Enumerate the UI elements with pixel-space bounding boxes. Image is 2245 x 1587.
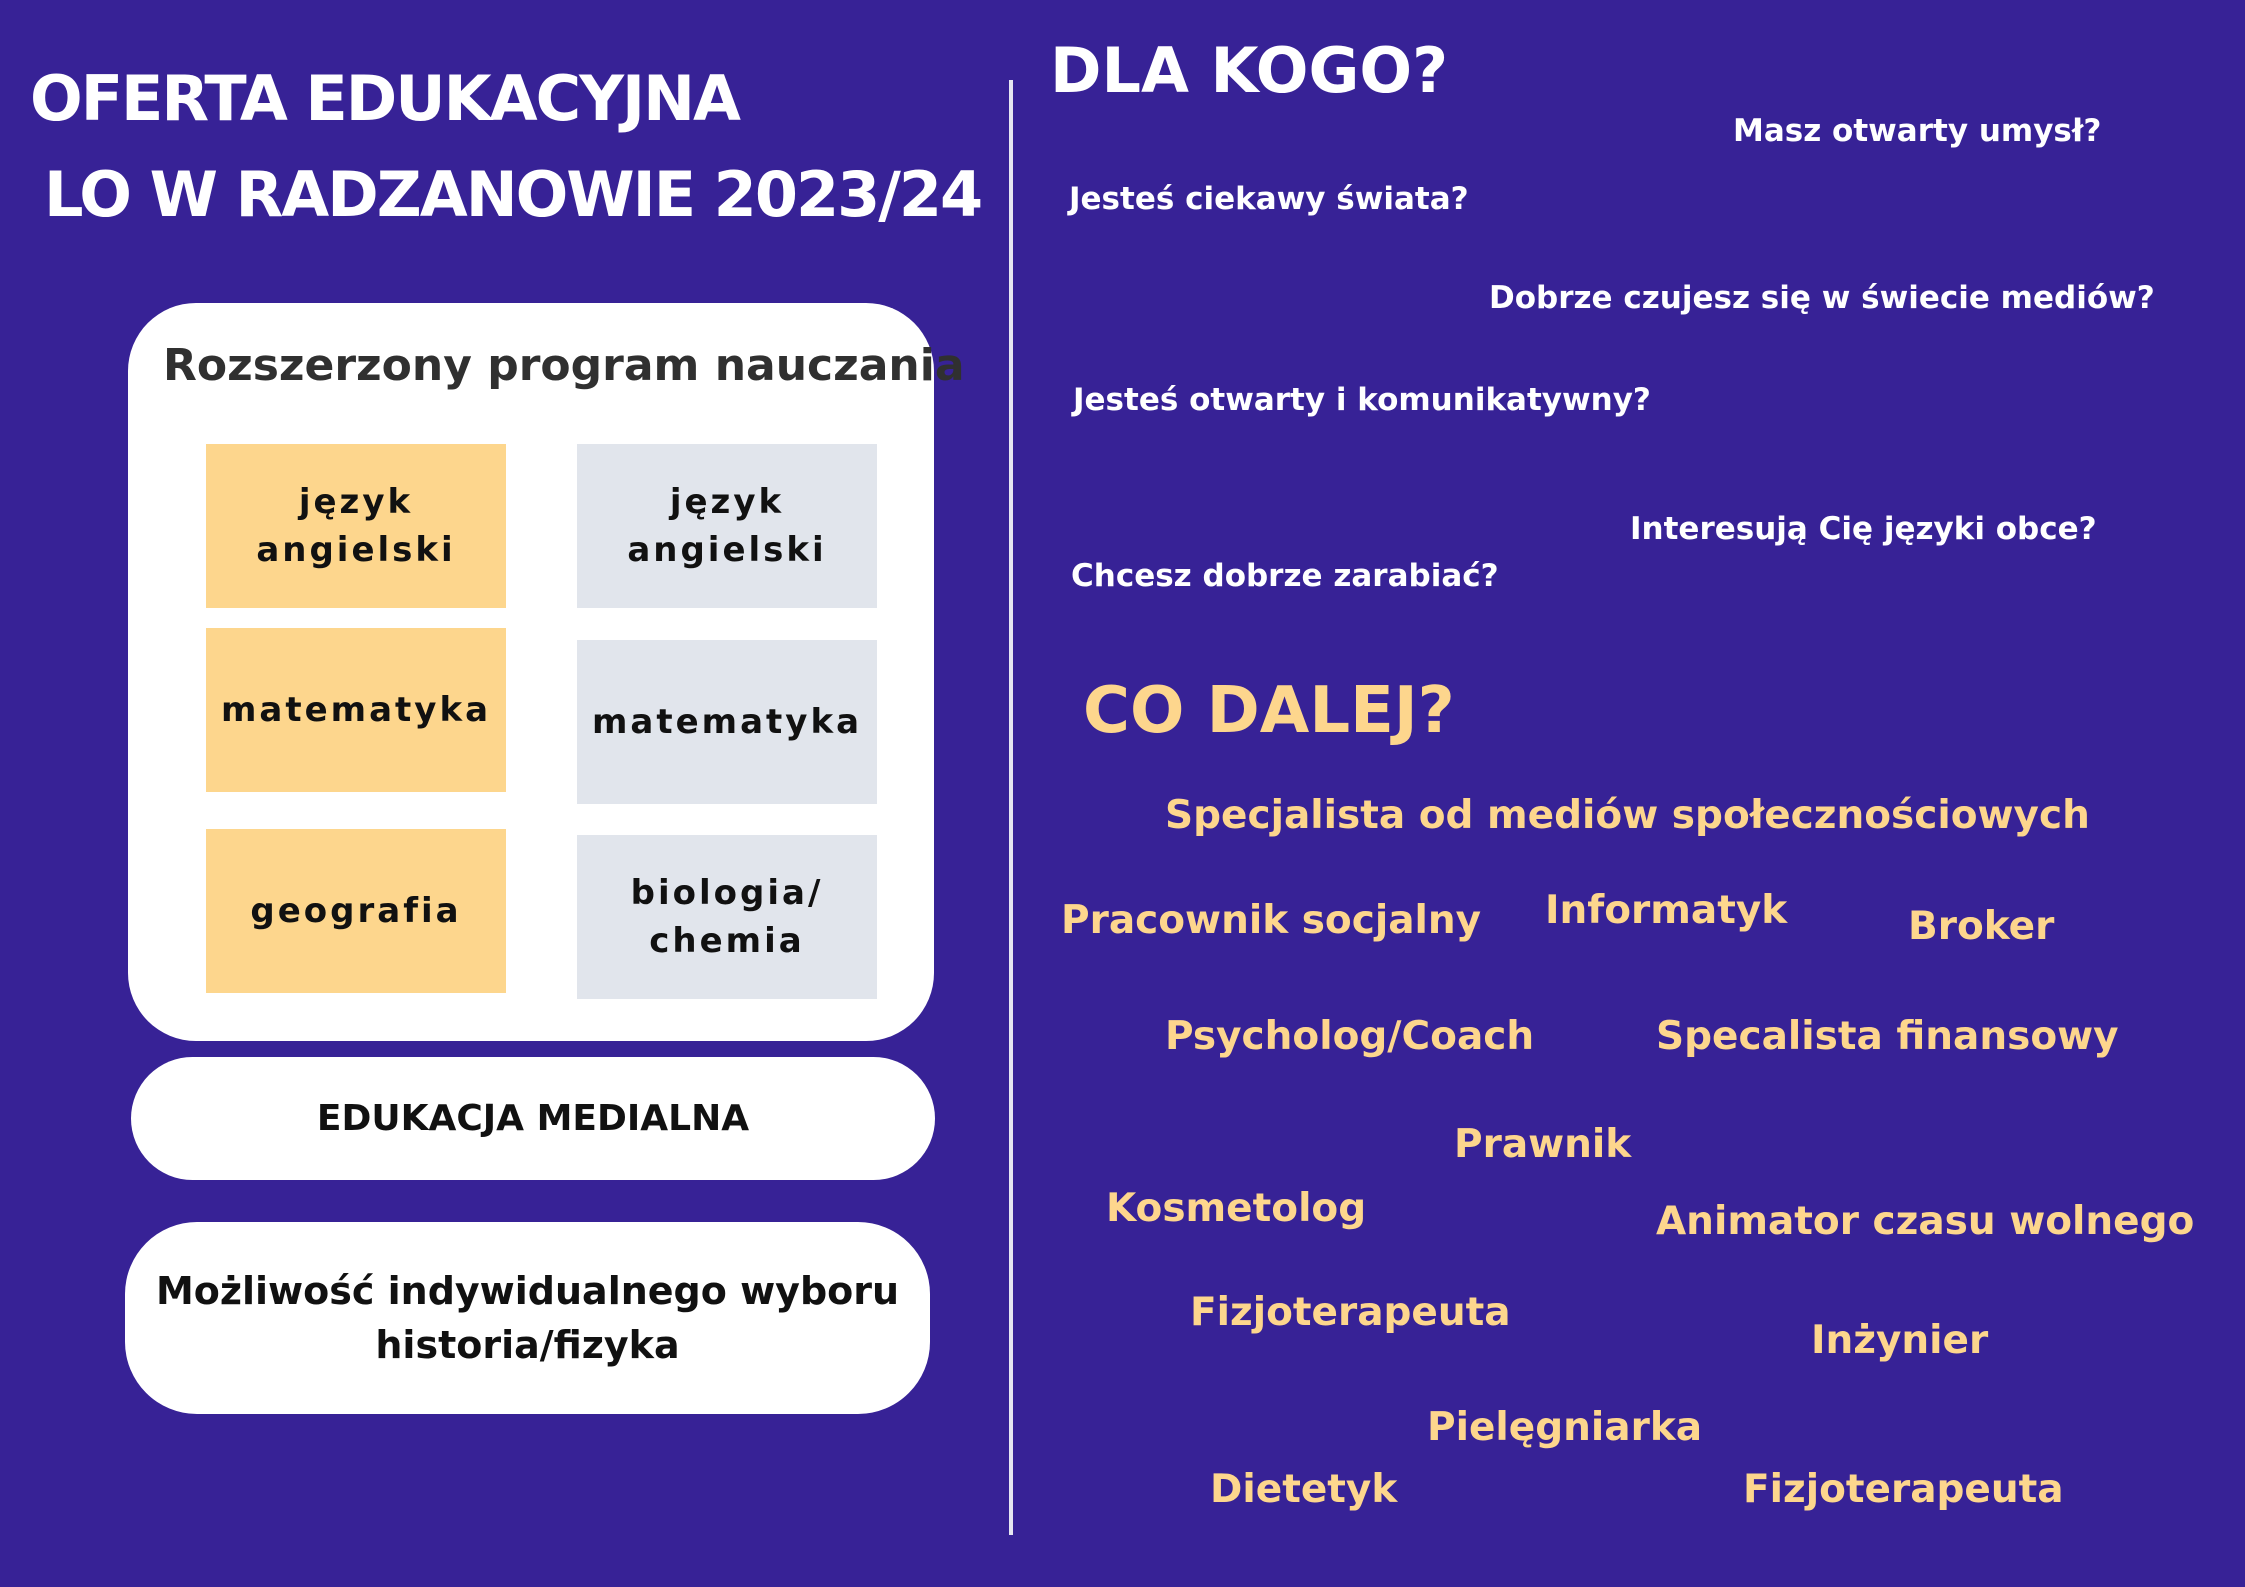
tile-label: biologia/ chemia [630,873,824,961]
tile-english-1 [206,444,506,608]
for-whom-heading: DLA KOGO? [1050,34,1449,107]
job-item: Psycholog/Coach [1165,1014,1535,1059]
media-education-label: EDUKACJA MEDIALNA [316,1098,750,1139]
job-item: Fizjoterapeuta [1190,1290,1511,1335]
tile-label: język angielski [256,482,456,570]
individual-choice-line1: Możliwość indywidualnego wyboru [155,1269,900,1313]
extended-program-heading: Rozszerzony program nauczania [163,340,965,391]
job-item: Pracownik socjalny [1061,898,1482,943]
individual-choice-line2: historia/fizyka [375,1323,680,1367]
job-item: Specjalista od mediów społecznościowych [1165,793,2090,838]
job-item: Inżynier [1811,1318,1989,1363]
question-item: Jesteś otwarty i komunikatywny? [1073,382,1651,418]
job-item: Pielęgniarka [1427,1405,1703,1450]
job-item: Kosmetolog [1106,1186,1367,1231]
job-item: Prawnik [1454,1122,1632,1167]
question-item: Dobrze czujesz się w świecie mediów? [1489,280,2155,316]
tile-label: matematyka [220,690,492,730]
tile-label: geografia [250,891,462,931]
job-item: Broker [1908,904,2055,949]
job-item: Fizjoterapeuta [1743,1467,2064,1512]
question-item: Chcesz dobrze zarabiać? [1071,558,1499,594]
individual-choice-text [125,1222,930,1414]
job-item: Informatyk [1545,888,1788,933]
what-next-heading: CO DALEJ? [1083,674,1455,748]
tile-label: język angielski [627,482,827,570]
tile-label: matematyka [591,702,863,742]
tile-english-2 [577,444,877,608]
job-item: Animator czasu wolnego [1656,1199,2195,1244]
tile-biology-chemistry [577,835,877,999]
tile-geography [206,829,506,993]
question-item: Masz otwarty umysł? [1733,113,2102,149]
offer-title: OFERTA EDUKACYJNA [30,62,739,135]
job-item: Specalista finansowy [1656,1014,2119,1059]
question-item: Jesteś ciekawy świata? [1069,181,1469,217]
tile-math-2 [577,640,877,804]
tile-math-1 [206,628,506,792]
job-item: Dietetyk [1210,1467,1398,1512]
school-year-title: LO W RADZANOWIE 2023/24 [44,158,982,231]
vertical-divider [1009,80,1013,1535]
question-item: Interesują Cię języki obce? [1630,511,2097,547]
